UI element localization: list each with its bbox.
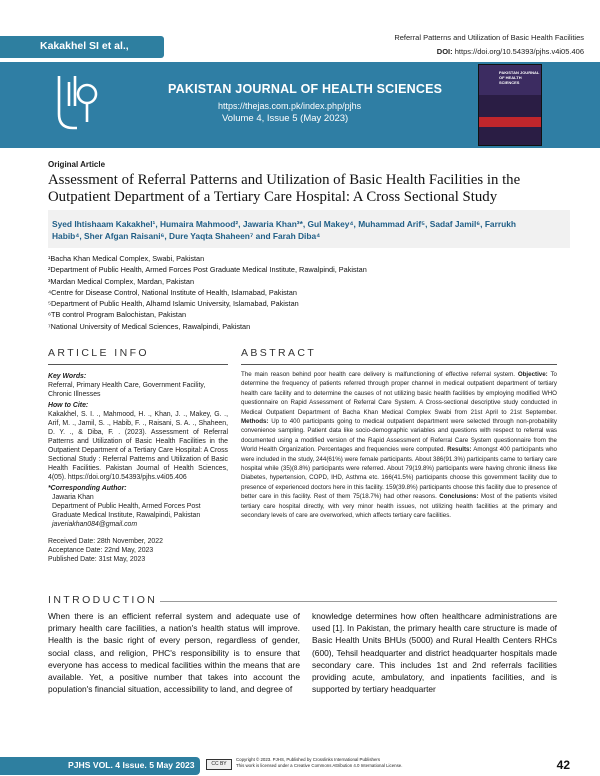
author-tab-label: Kakakhel SI et al., xyxy=(40,40,129,52)
article-title: Assessment of Referral Patterns and Utilization of Basic Health Facilities in the Outpatient Department of a Tertiary Care Hospital: A Cross Sectional Study xyxy=(48,172,521,205)
abstract-intro: The main reason behind poor health care delivery is malfunctioning of effective referral system. xyxy=(241,371,516,378)
author-list xyxy=(52,218,566,242)
introduction-heading: INTRODUCTION xyxy=(48,594,158,606)
conclusions-label: Conclusions: xyxy=(439,493,479,501)
affiliation: ⁴Centre for Disease Control, National Institute of Health, Islamabad, Pakistan xyxy=(48,287,297,297)
methods-text: Up to 400 participants going to medical outpatient department were selected through non-probability convenience sampling. Patient data like socio-demographic variables and questions with respect to referral was documented using a modified version of the Rapid Assessment of Referral Care System questionnaire from the World Health Organization. Percentages and frequencies were computed. xyxy=(241,418,557,454)
author-line: Syed Ihtishaam Kakakhel¹, Humaira Mahmood², Jawaria Khan³*, Gul Makey⁴, Muhammad Arif⁵, Sadaf Jamil⁶, Farrukh xyxy=(52,219,516,229)
methods-label: Methods: xyxy=(241,418,269,426)
published-date: Published Date: 31st May, 2023 xyxy=(48,556,146,563)
abstract-body xyxy=(241,370,557,521)
corresponding-affiliation: Department of Public Health, Armed Forces Post Graduate Medical Institute, Rawalpindi, Pakistan xyxy=(52,503,201,519)
license-line[interactable]: This work is licensed under a Creative Commons Attribution 4.0 International License. xyxy=(236,763,403,768)
corresponding-email[interactable]: javeriakhan084@gmail.com xyxy=(52,521,138,528)
objective-label: Objective: xyxy=(517,371,548,378)
doi-label: DOI: xyxy=(436,47,453,56)
journal-url[interactable]: https://thejas.com.pk/index.php/pjhs xyxy=(218,101,362,111)
results-label: Results: xyxy=(447,446,472,454)
introduction-left-column: When there is an efficient referral system and adequate use of primary health care facilities, a nation's health status will improve. Health is the basic right of every person, regardless of gender, social class, and religion, PHC's responsibility is to ensure that everyone has access to medical facilities within the means that are available. Yet, a positive number that takes into account the population's financial situation, accessibility to land, and degree of xyxy=(48,611,300,695)
acceptance-date: Acceptance Date: 22nd May, 2023 xyxy=(48,547,154,554)
cite-label: How to Cite: xyxy=(48,402,89,409)
introduction-right-column: knowledge determines how often healthcare administrations are used [1]. In Pakistan, the primary health care structure is made of Basic Health Units BHUs (5000) and Rural Health Centers RHCs (600), Tehsil headquarter and district headquarter hospitals made secondary care. This includes 1st and 2nd referrals facilities providing acute, ambulatory, and inpatients facilities, and is supported by tertiary headquarter xyxy=(312,611,557,695)
license-badge[interactable]: CC BY xyxy=(206,759,232,770)
author-line: Habib⁴, Sher Afgan Raisani⁶, Dure Yaqta Shaheen⁷ and Farah Diba⁴ xyxy=(52,231,321,241)
copyright xyxy=(236,757,402,769)
footer-issue-tab xyxy=(0,757,200,775)
results-text: Amongst 400 participants who were included in the study, 244(61%) were female participants. About 386(91.3%) participants came to tertiary care hospital while (35)(8.8%) participants were referred. About 79(19.8%) participants were having chronic illness like Diabetes, hypertension, COPD, IHD, Asthma etc. 166(41.5%) participants choose this government facility due to presence of experienced doctors here in this facility. 159(39.8%) participants choose this facility due to presence of better care in this facility. Rest of them 75(18.7%) had other reasons. xyxy=(241,446,557,501)
article-info xyxy=(48,372,228,564)
conclusions-text: Most of the patients visited tertiary care hospital directly, with very minor health issues, not utilizing health facilities at the primary and secondary levels of care are overworked, which affects tertiary care facilities. xyxy=(241,493,557,520)
author-tab xyxy=(0,36,164,58)
journal-cover-image xyxy=(478,64,542,146)
affiliation: ¹Bacha Khan Medical Complex, Swabi, Pakistan xyxy=(48,254,205,263)
corresponding-name: Jawaria Khan xyxy=(52,494,94,501)
keywords-label: Key Words: xyxy=(48,373,87,380)
cover-text: PAKISTAN JOURNAL OF HEALTH SCIENCES xyxy=(499,70,540,85)
doi-line xyxy=(437,47,584,56)
divider xyxy=(48,364,228,365)
affiliation: ²Department of Public Health, Armed Forces Post Graduate Medical Institute, Rawalpindi, Pakistan xyxy=(48,265,367,275)
affiliation: ³Mardan Medical Complex, Mardan, Pakistan xyxy=(48,276,194,286)
journal-logo-icon xyxy=(47,72,105,134)
running-title: Referral Patterns and Utilization of Basic Health Facilities xyxy=(394,33,584,42)
doi-link[interactable]: https://doi.org/10.54393/pjhs.v4i05.406 xyxy=(454,47,584,56)
abstract-heading: ABSTRACT xyxy=(241,347,317,359)
affiliation: ⁷National University of Medical Sciences, Rawalpindi, Pakistan xyxy=(48,321,251,331)
journal-volume: Volume 4, Issue 5 (May 2023) xyxy=(222,113,349,124)
affiliations xyxy=(48,253,570,332)
keywords: Referral, Primary Health Care, Government Facility, Chronic Illnesses xyxy=(48,382,206,398)
article-type: Original Article xyxy=(48,160,106,169)
corresponding-label: *Corresponding Author: xyxy=(48,485,127,492)
copyright-line: Copyright © 2023. PJHS, Published by Crosslinks International Publishers xyxy=(236,757,381,762)
objective-text: To determine the frequency of patients referred through proper channel in medical outpatient department of tertiary health care facility and to determine the causes of not utilizing basic health facilities by employing modified WHO questionnaire on Rapid Assessment of Referral Care System. A Cross-sectional descriptive study conducted in Medical Outpatient Department of Bacha Khan Medical Complex Swabi from 21st April to 21st September. xyxy=(241,371,557,416)
received-date: Received Date: 28th November, 2022 xyxy=(48,538,163,545)
divider xyxy=(241,364,557,365)
divider xyxy=(160,601,557,602)
affiliation: ⁵Department of Public Health, Alhamd Islamic University, Islamabad, Pakistan xyxy=(48,299,299,309)
affiliation: ⁶TB control Program Balochistan, Pakistan xyxy=(48,310,187,320)
page-number: 42 xyxy=(556,758,570,772)
footer-issue: PJHS VOL. 4 Issue. 5 May 2023 xyxy=(68,760,195,770)
citation: Kakakhel, S. I. ., Mahmood, H. ., Khan, J. ., Makey, G. ., Arif, M. ., Jamil, S. ., Habib, F. ., Raisani, S. A. ., Shaheen, D. Y. ., & Diba, F. . (2023). Assessment of Referral Patterns and Utilization of Basic Health Facilities in the Outpatient Department of a Tertiary Care Hospital: A Cross Sectional Study : Referral Patterns and Utilization of Basic Health Facilities. Pakistan Journal of Health Sciences, 4(05). https://doi.org/10.54393/pjhs.v4i05.406 xyxy=(48,411,228,481)
journal-name: PAKISTAN JOURNAL OF HEALTH SCIENCES xyxy=(168,82,443,96)
article-info-heading: ARTICLE INFO xyxy=(48,347,149,359)
